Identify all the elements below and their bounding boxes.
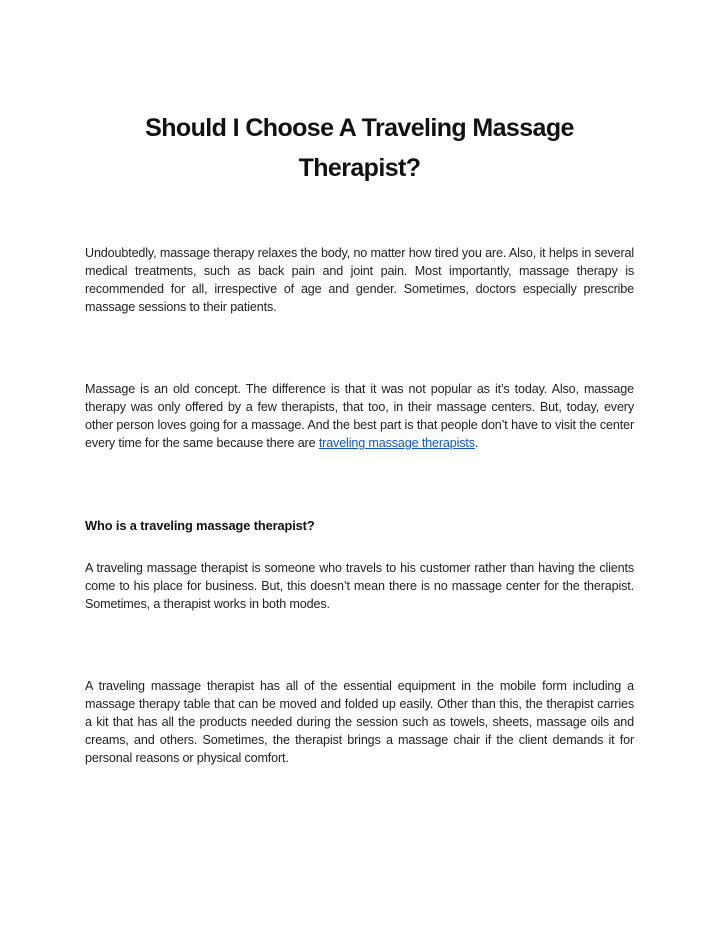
paragraph-definition: A traveling massage therapist is someone who travels to his customer rather than having the clients come to his place for business. But, this doesn’t mean there is no massage center for the therapist. Sometimes, a therapist works in both modes. (85, 561, 634, 611)
paragraph-history-text: Massage is an old concept. The difference is that it was not popular as it’s today. Also, massage therapy was only offered by a few therapists, that too, in their massage centers. But, today, every other person loves going for a massage. And the best part is that people don’t have to visit the center every time for the same because there are (85, 382, 634, 450)
paragraph-history (85, 380, 634, 452)
paragraph-equipment: A traveling massage therapist has all of the essential equipment in the mobile form including a massage therapy table that can be moved and folded up easily. Other than this, the therapist carries a kit that has all the products needed during the session such as towels, sheets, massage oils and creams, and others. Sometimes, the therapist brings a massage chair if the client demands it for personal reasons or physical comfort. (85, 679, 634, 765)
paragraph-intro: Undoubtedly, massage therapy relaxes the body, no matter how tired you are. Also, it helps in several medical treatments, such as back pain and joint pain. Most importantly, massage therapy is recommended for all, irrespective of age and gender. Sometimes, doctors especially prescribe massage sessions to their patients. (85, 246, 634, 314)
section-heading: Who is a traveling massage therapist? (85, 518, 315, 533)
page-title: Should I Choose A Traveling Massage Therapist? (145, 114, 574, 182)
paragraph-history-end: . (474, 436, 479, 450)
traveling-massage-therapists-link[interactable]: traveling massage therapists (318, 436, 475, 450)
